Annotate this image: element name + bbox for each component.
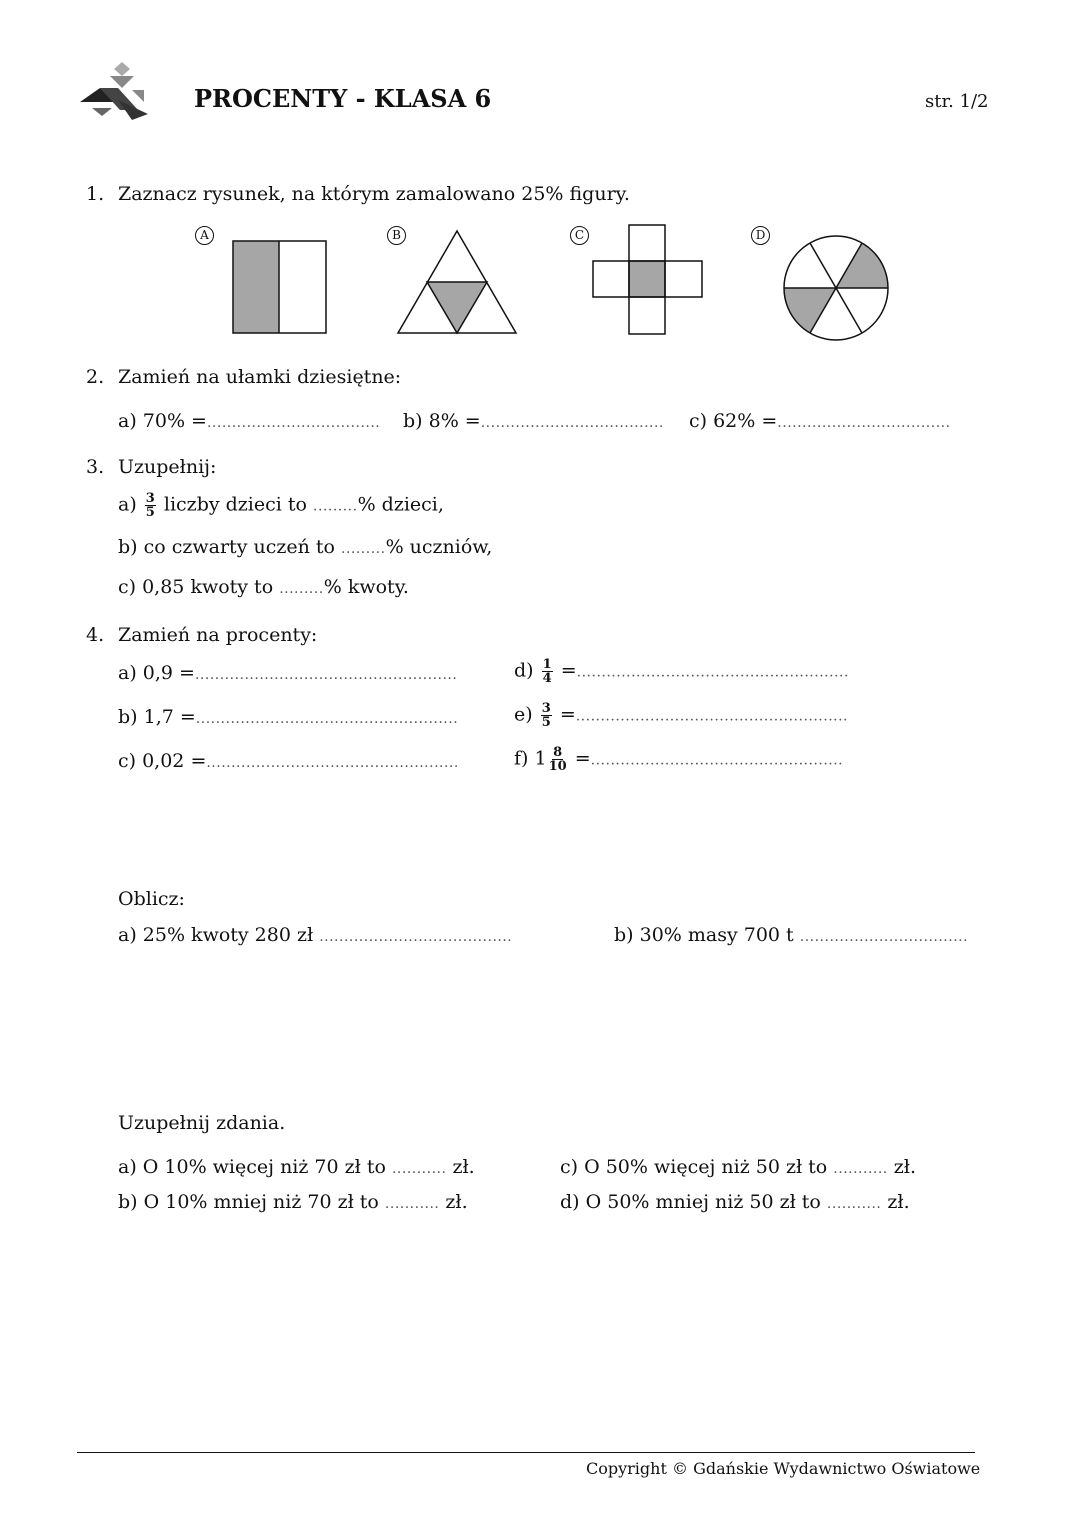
q3-number: 3. xyxy=(86,456,105,478)
option-letter: C xyxy=(570,226,589,245)
option-letter: A xyxy=(195,226,214,245)
option-letter: D xyxy=(751,226,770,245)
q4-item-c: c) 0,02 =................................................... xyxy=(118,750,459,772)
q6-item-d: d) O 50% mniej niż 50 zł to ........... zł. xyxy=(560,1191,910,1213)
answer-blank[interactable]: ........... xyxy=(384,1196,440,1212)
q1-number: 1. xyxy=(86,183,105,205)
q4-item-b: b) 1,7 =..................................................... xyxy=(118,706,459,728)
q2-text: Zamień na ułamki dziesiętne: xyxy=(118,366,402,388)
publisher-logo xyxy=(78,60,152,122)
answer-blank[interactable]: ......... xyxy=(313,498,358,515)
q3-item-a: a) $\frac{3}{5}$ liczby dzieci to .........% dzieci, xyxy=(118,491,444,520)
q4-text: Zamień na procenty: xyxy=(118,624,318,646)
answer-blank[interactable]: ....................................................... xyxy=(575,708,848,725)
fraction: $\frac{3}{5}$ xyxy=(541,701,551,730)
answer-blank[interactable]: ................................................... xyxy=(206,755,459,771)
figure-b-triangle[interactable] xyxy=(396,229,518,335)
q4-item-d: d) $\frac{1}{4}$ =....................................................... xyxy=(514,657,849,686)
fraction: $\frac{3}{5}$ xyxy=(145,491,155,520)
answer-blank[interactable]: ........... xyxy=(391,1161,447,1177)
footer-divider xyxy=(77,1452,975,1453)
answer-blank[interactable]: ....................................... xyxy=(319,929,513,945)
answer-blank[interactable]: ..................................................... xyxy=(195,711,459,727)
q2-item-c: c) 62% =................................... xyxy=(689,410,951,432)
fraction: $\frac{1}{4}$ xyxy=(542,657,552,686)
answer-blank[interactable]: .................................. xyxy=(799,929,969,945)
q4-number: 4. xyxy=(86,624,105,646)
q2-item-b: b) 8% =..................................... xyxy=(403,410,664,432)
answer-blank[interactable]: ..................................................... xyxy=(194,667,458,683)
q2-number: 2. xyxy=(86,366,105,388)
q1-text: Zaznacz rysunek, na którym zamalowano 25% figury. xyxy=(118,183,630,205)
q3-text: Uzupełnij: xyxy=(118,456,217,478)
option-letter: B xyxy=(387,226,406,245)
answer-blank[interactable]: ........... xyxy=(833,1161,888,1177)
fraction: $\frac{8}{10}$ xyxy=(548,745,567,774)
answer-blank[interactable]: ......... xyxy=(279,581,324,597)
q6-item-c: c) O 50% więcej niż 50 zł to ........... zł. xyxy=(560,1156,917,1178)
figure-c-cross[interactable] xyxy=(592,224,704,336)
q1-option-d[interactable] xyxy=(751,222,770,245)
q6-item-a: a) O 10% więcej niż 70 zł to ........... zł. xyxy=(118,1156,475,1178)
answer-blank[interactable]: ......... xyxy=(341,541,386,557)
answer-blank[interactable]: ................................... xyxy=(206,415,381,431)
figure-d-circle[interactable] xyxy=(782,234,890,342)
answer-blank[interactable]: ................................... xyxy=(777,415,951,431)
page-title: PROCENTY - KLASA 6 xyxy=(194,84,492,113)
q4-item-a: a) 0,9 =..................................................... xyxy=(118,662,458,684)
answer-blank[interactable]: ........... xyxy=(826,1196,882,1212)
answer-blank[interactable]: ....................................................... xyxy=(576,664,849,681)
q5-item-b: b) 30% masy 700 t .................................. xyxy=(614,924,969,946)
answer-blank[interactable]: ..................................... xyxy=(480,415,664,431)
q6-text: Uzupełnij zdania. xyxy=(118,1112,286,1134)
page-number: str. 1/2 xyxy=(925,91,989,112)
q5-item-a: a) 25% kwoty 280 zł ....................................... xyxy=(118,924,513,946)
q3-item-b: b) co czwarty uczeń to .........% uczniów, xyxy=(118,536,493,558)
answer-blank[interactable]: ................................................... xyxy=(590,752,844,769)
q4-item-f: f) 1 $\frac{8}{10}$ =................................................... xyxy=(514,745,844,774)
q1-option-a[interactable] xyxy=(195,222,214,245)
q4-item-e: e) $\frac{3}{5}$ =....................................................... xyxy=(514,701,848,730)
q1-option-c[interactable] xyxy=(570,222,589,245)
q6-item-b: b) O 10% mniej niż 70 zł to ........... zł. xyxy=(118,1191,468,1213)
q3-item-c: c) 0,85 kwoty to .........% kwoty. xyxy=(118,576,409,598)
figure-a-rectangle[interactable] xyxy=(232,240,328,334)
q5-text: Oblicz: xyxy=(118,888,185,910)
q2-item-a: a) 70% =................................... xyxy=(118,410,381,432)
copyright: Copyright © Gdańskie Wydawnictwo Oświatowe xyxy=(586,1459,981,1478)
